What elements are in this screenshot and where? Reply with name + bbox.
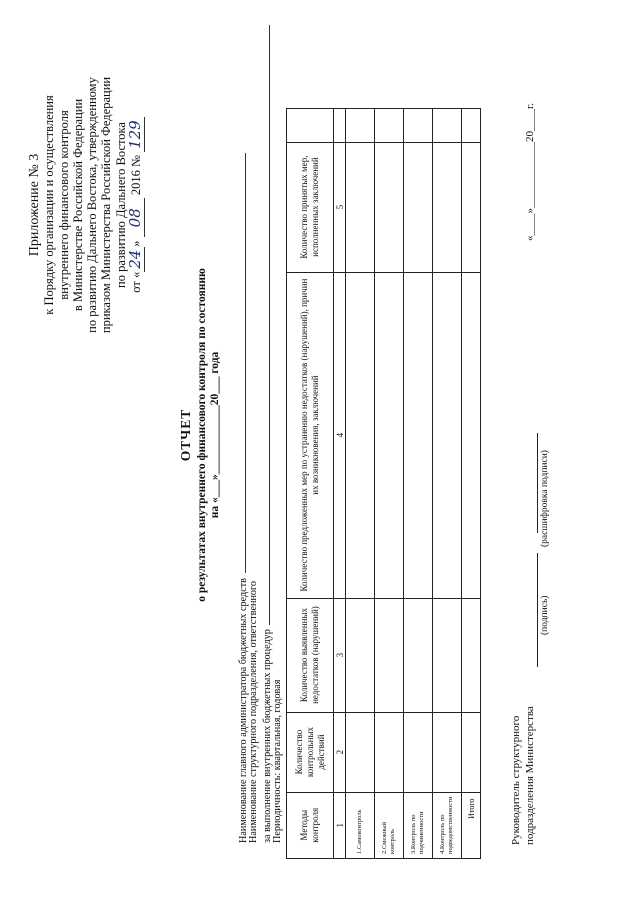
appendix-line: к Порядку организации и осуществления [42, 95, 57, 315]
order-month: 08 [126, 198, 145, 237]
table-cell [404, 598, 433, 712]
table-cell [375, 108, 404, 142]
table-row [375, 108, 404, 858]
info-line-periodicity [272, 680, 285, 843]
control-report-table [286, 108, 481, 859]
method-label: 3.Контроль по подчиненности [404, 792, 433, 858]
appendix-line: в Министерстве Российской Федерации [70, 98, 85, 312]
table-cell: 2 [334, 712, 346, 792]
signature-title-line2: подразделения Министерства [524, 706, 536, 845]
info-text: Наименование структурного подразделения, ответственного [248, 580, 259, 843]
table-header: Методы контроля [287, 792, 334, 858]
decode-caption: (расшифровка подписи) [540, 450, 550, 547]
report-subtitle: о результатах внутреннего финансового контроля по состоянию [196, 268, 208, 602]
signature-line [537, 553, 538, 667]
order-mid1: » [129, 240, 144, 247]
table-header: Количество принятых мер, исполненных заключений [287, 142, 334, 272]
report-title: ОТЧЕТ [178, 408, 193, 462]
signature-date: «____»____________20____г. [524, 102, 536, 241]
table-header: Количество контрольных действий [287, 712, 334, 792]
table-number-row [334, 108, 346, 858]
info-text: Наименование главного администратора бюджетных средств [238, 578, 249, 843]
table-cell [462, 142, 481, 272]
method-label: 1.Самоконтроль [346, 792, 375, 858]
table-row [346, 108, 375, 858]
table-cell [375, 142, 404, 272]
order-day: 24 [126, 247, 145, 272]
table-cell [433, 598, 462, 712]
appendix-header [28, 40, 143, 370]
order-line [128, 40, 143, 370]
table-cell [346, 712, 375, 792]
appendix-line: приказом Министерства Российской Федерации [99, 76, 114, 334]
report-title-block [178, 215, 221, 655]
table-cell [462, 712, 481, 792]
order-mid2: 2016 № [129, 155, 144, 196]
total-label: Итого [462, 792, 481, 858]
table-cell [346, 598, 375, 712]
report-date-line: на «___»____________20___ года [209, 351, 221, 519]
info-blank [260, 25, 270, 625]
table-cell [433, 272, 462, 598]
appendix-line: по развитию Дальнего Востока, утвержденному [85, 77, 100, 333]
table-cell: 4 [334, 272, 346, 598]
table-cell: 5 [334, 142, 346, 272]
table-cell [404, 712, 433, 792]
table-cell [462, 598, 481, 712]
table-header: Количество предложенных мер по устранению недостатков (нарушений), причин их возникновения, заключений [287, 272, 334, 598]
table-cell [404, 108, 433, 142]
table-cell: 1 [334, 792, 346, 858]
table-cell [404, 142, 433, 272]
table-total-row [462, 108, 481, 858]
table-cell [375, 712, 404, 792]
method-label: 4.Контроль по подведомственности [433, 792, 462, 858]
table-cell [462, 272, 481, 598]
appendix-line: Приложение № 3 [27, 153, 42, 257]
signature-title-line1: Руководитель структурного [510, 715, 522, 845]
table-header-empty [287, 108, 334, 142]
table-cell [346, 108, 375, 142]
info-text: Периодичность: квартальная, годовая [272, 679, 283, 843]
appendix-line: по развитию Дальнего Востока [113, 122, 128, 288]
table-cell [462, 108, 481, 142]
decode-line [537, 433, 538, 533]
table-cell [404, 272, 433, 598]
table-cell: 3 [334, 598, 346, 712]
table-cell [433, 142, 462, 272]
table-header: Количество выявленных недостатков (нарушений) [287, 598, 334, 712]
table-row [433, 108, 462, 858]
table-cell [346, 272, 375, 598]
info-blank [236, 153, 246, 573]
table-cell [433, 712, 462, 792]
table-row [404, 108, 433, 858]
table-cell [334, 108, 346, 142]
info-text: за выполнение внутренних бюджетных процедур [262, 629, 273, 843]
table-cell [375, 598, 404, 712]
table-cell [433, 108, 462, 142]
table-header-row [287, 108, 334, 858]
table-cell [346, 142, 375, 272]
order-prefix: от « [129, 271, 144, 293]
appendix-line: внутреннего финансового контроля [56, 110, 71, 300]
method-label: 2.Смежный контроль [375, 792, 404, 858]
signature-caption: (подпись) [540, 595, 550, 635]
info-line-dept [248, 581, 261, 843]
order-number: 129 [126, 117, 145, 152]
table-cell [375, 272, 404, 598]
